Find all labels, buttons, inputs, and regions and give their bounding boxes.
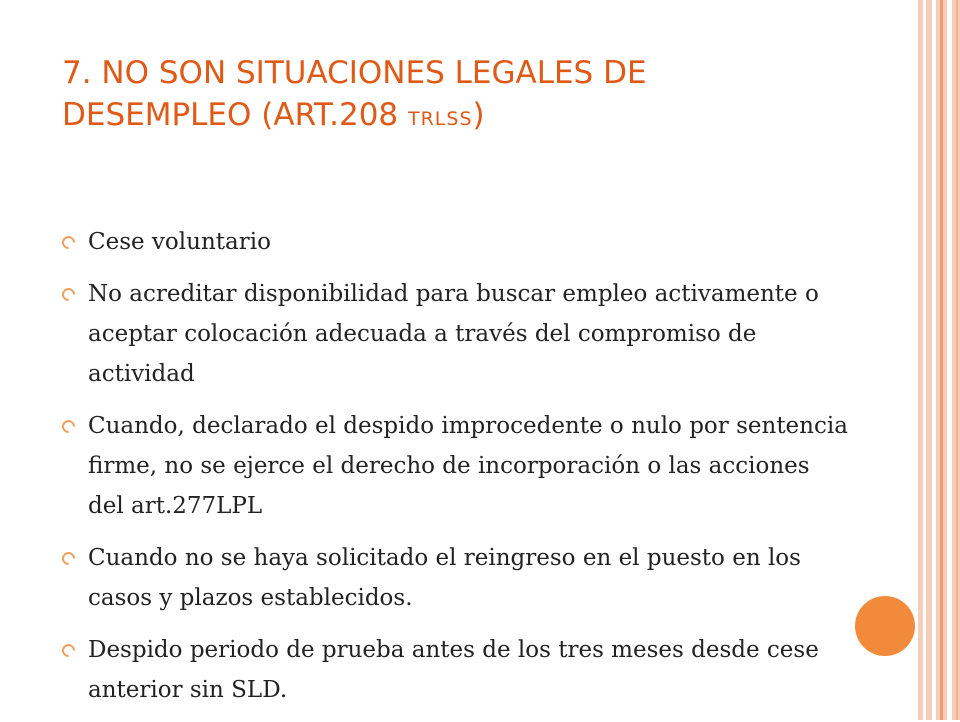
slide-title — [62, 52, 822, 140]
title-main: 7. NO SON SITUACIONES LEGALES DE DESEMPLEO (ART.208 — [62, 55, 647, 133]
list-item — [62, 222, 852, 262]
list-item-text: Cuando no se haya solicitado el reingreso en el puesto en los casos y plazos establecidos. — [88, 545, 801, 611]
stripe — [956, 0, 958, 720]
list-item-text: Despido periodo de prueba antes de los tres meses desde cese anterior sin SLD. — [88, 637, 819, 703]
list-item-text: No acreditar disponibilidad para buscar empleo activamente o aceptar colocación adecuada a través del compromiso de actividad — [88, 281, 819, 387]
stripe — [923, 0, 926, 720]
bullet-icon — [59, 285, 77, 303]
decorative-circle — [855, 596, 915, 656]
list-item — [62, 274, 852, 394]
title-small-caps: TRLSS — [408, 108, 473, 130]
list-item-text: Cese voluntario — [88, 229, 271, 255]
list-item — [62, 630, 852, 710]
bullet-icon — [59, 549, 77, 567]
stripe — [940, 0, 943, 720]
title-end: ) — [472, 97, 485, 133]
bullet-list — [62, 222, 852, 722]
bullet-icon — [59, 233, 77, 251]
list-item-text: Cuando, declarado el despido improcedente o nulo por sentencia firme, no se ejerce el derecho de incorporación o las acciones del art.277LPL — [88, 413, 848, 519]
stripe — [932, 0, 936, 720]
stripe — [947, 0, 952, 720]
decorative-stripes — [918, 0, 960, 720]
bullet-icon — [59, 417, 77, 435]
bullet-icon — [59, 641, 77, 659]
list-item — [62, 406, 852, 526]
list-item — [62, 538, 852, 618]
